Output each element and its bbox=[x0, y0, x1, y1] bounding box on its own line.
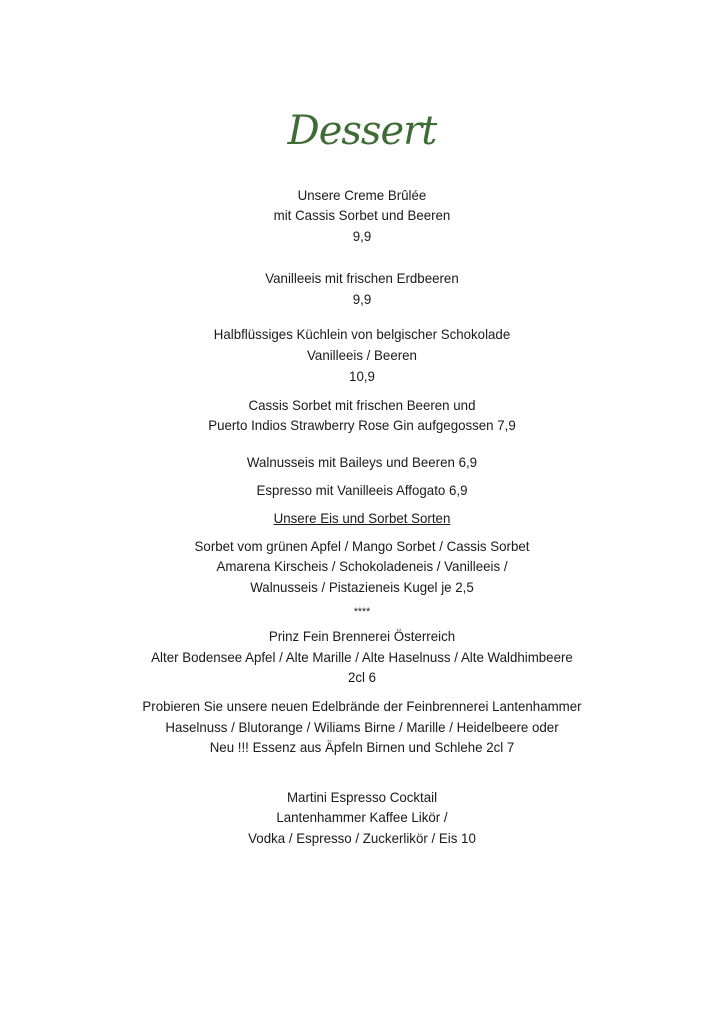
cocktail-line: Lantenhammer Kaffee Likör / bbox=[276, 809, 448, 825]
ice-line: Walnusseis / Pistazieneis Kugel je 2,5 bbox=[250, 579, 474, 595]
cocktail-line: Martini Espresso Cocktail bbox=[286, 789, 438, 805]
dessert-item: Walnusseis mit Baileys und Beeren 6,9 bbox=[246, 454, 478, 470]
cocktail-line: Vodka / Espresso / Zuckerlikör / Eis 10 bbox=[248, 830, 476, 846]
lantenhammer-line: Haselnuss / Blutorange / Wiliams Birne / Marille / Heidelbeere oder bbox=[165, 719, 559, 735]
ice-line: Sorbet vom grünen Apfel / Mango Sorbet / Cassis Sorbet bbox=[194, 538, 530, 554]
ice-line: Amarena Kirscheis / Schokoladeneis / Vanilleeis / bbox=[216, 558, 508, 574]
lantenhammer-line: Neu !!! Essenz aus Äpfeln Birnen und Schlehe 2cl 7 bbox=[209, 739, 515, 755]
item-line: Vanilleeis / Beeren bbox=[307, 347, 417, 363]
spirits-line: Prinz Fein Brennerei Österreich bbox=[268, 628, 456, 644]
item-line: Unsere Creme Brûlée bbox=[297, 187, 427, 203]
spirits-price: 2cl 6 bbox=[347, 669, 377, 685]
spirits-line: Alter Bodensee Apfel / Alte Marille / Alte Haselnuss / Alte Waldhimbeere bbox=[151, 649, 573, 665]
item-line: Vanilleeis mit frischen Erdbeeren bbox=[265, 270, 459, 286]
dessert-item: Espresso mit Vanilleeis Affogato 6,9 bbox=[256, 482, 468, 498]
item-line: mit Cassis Sorbet und Beeren bbox=[273, 207, 451, 223]
item-line: Halbflüssiges Küchlein von belgischer Schokolade bbox=[213, 326, 511, 342]
menu-title: Dessert bbox=[287, 108, 437, 154]
item-line: Cassis Sorbet mit frischen Beeren und bbox=[248, 397, 476, 413]
item-price: 9,9 bbox=[352, 228, 372, 244]
item-line: Puerto Indios Strawberry Rose Gin aufgegossen 7,9 bbox=[208, 417, 516, 433]
section-heading: Unsere Eis und Sorbet Sorten bbox=[273, 510, 451, 526]
item-price: 10,9 bbox=[349, 368, 375, 384]
item-price: 9,9 bbox=[352, 291, 372, 307]
lantenhammer-line: Probieren Sie unsere neuen Edelbrände der Feinbrennerei Lantenhammer bbox=[142, 698, 582, 714]
separator: **** bbox=[353, 606, 371, 618]
